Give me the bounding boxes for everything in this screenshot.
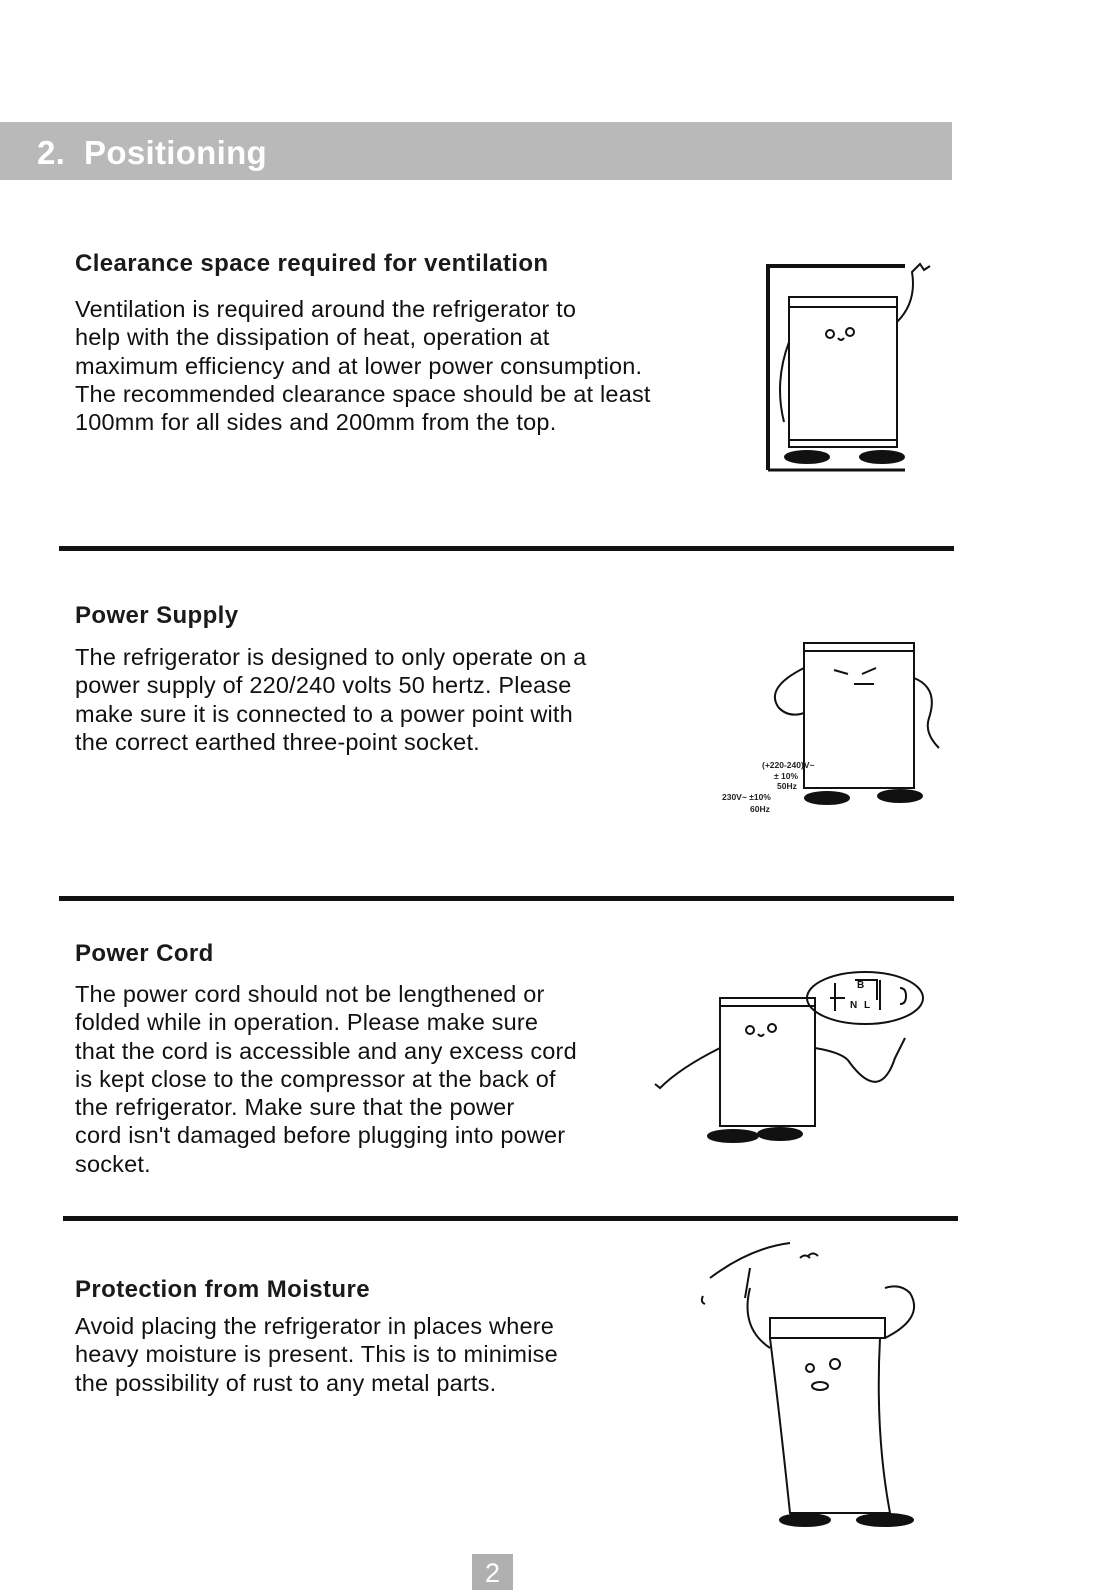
paragraph-power-cord xyxy=(75,980,577,1178)
text-line: socket. xyxy=(75,1150,151,1177)
heading-power-supply: Power Supply xyxy=(75,602,239,629)
text-line: heavy moisture is present. This is to minimise xyxy=(75,1341,558,1368)
spec-tolerance-label: ± 10% xyxy=(774,771,799,781)
page-number: 2 xyxy=(472,1554,513,1590)
text-line: 100mm for all sides and 200mm from the top. xyxy=(75,409,557,436)
wiring-neutral-label: N xyxy=(850,1000,858,1011)
page-title: 2. Positioning xyxy=(37,134,268,171)
text-line: help with the dissipation of heat, operation at xyxy=(75,324,550,351)
divider xyxy=(63,1216,958,1221)
text-line: The power cord should not be lengthened or xyxy=(75,981,545,1007)
spec-voltage-alt-label: 230V~ ±10% xyxy=(722,792,771,802)
heading-power-cord: Power Cord xyxy=(75,940,214,967)
heading-moisture: Protection from Moisture xyxy=(75,1276,370,1303)
text-line: that the cord is accessible and any excess cord xyxy=(75,1037,577,1064)
text-line: the refrigerator. Make sure that the power xyxy=(75,1094,515,1121)
text-line: The recommended clearance space should be at least xyxy=(75,380,651,407)
divider xyxy=(59,896,954,901)
illustration-fridge-power-supply xyxy=(722,638,942,828)
spec-frequency-alt-label: 60Hz xyxy=(750,804,770,814)
text-line: make sure it is connected to a power point with xyxy=(75,700,573,727)
wiring-line-label: L xyxy=(864,1000,871,1011)
text-line: is kept close to the compressor at the back of xyxy=(75,1065,556,1092)
illustration-fridge-moisture xyxy=(700,1238,950,1528)
text-line: power supply of 220/240 volts 50 hertz. Please xyxy=(75,672,572,699)
text-line: Avoid placing the refrigerator in places where xyxy=(75,1313,555,1339)
paragraph-ventilation xyxy=(75,295,651,436)
paragraph-power-supply xyxy=(75,643,586,756)
heading-ventilation: Clearance space required for ventilation xyxy=(75,250,549,277)
divider xyxy=(59,546,954,551)
text-line: The refrigerator is designed to only operate on a xyxy=(75,644,587,670)
illustration-fridge-power-cord xyxy=(650,968,940,1158)
spec-voltage-label: (+220-240)V~ xyxy=(762,760,815,770)
text-line: cord isn't damaged before plugging into power xyxy=(75,1122,566,1149)
text-line: the possibility of rust to any metal parts. xyxy=(75,1369,497,1396)
text-line: folded while in operation. Please make sure xyxy=(75,1009,539,1036)
spec-frequency-label: 50Hz xyxy=(777,781,797,791)
illustration-fridge-clearance xyxy=(765,262,935,477)
paragraph-moisture xyxy=(75,1312,558,1397)
text-line: maximum efficiency and at lower power consumption. xyxy=(75,352,643,379)
wiring-live-label: B xyxy=(857,980,865,991)
text-line: the correct earthed three-point socket. xyxy=(75,728,480,755)
text-line: Ventilation is required around the refrigerator to xyxy=(75,296,577,322)
